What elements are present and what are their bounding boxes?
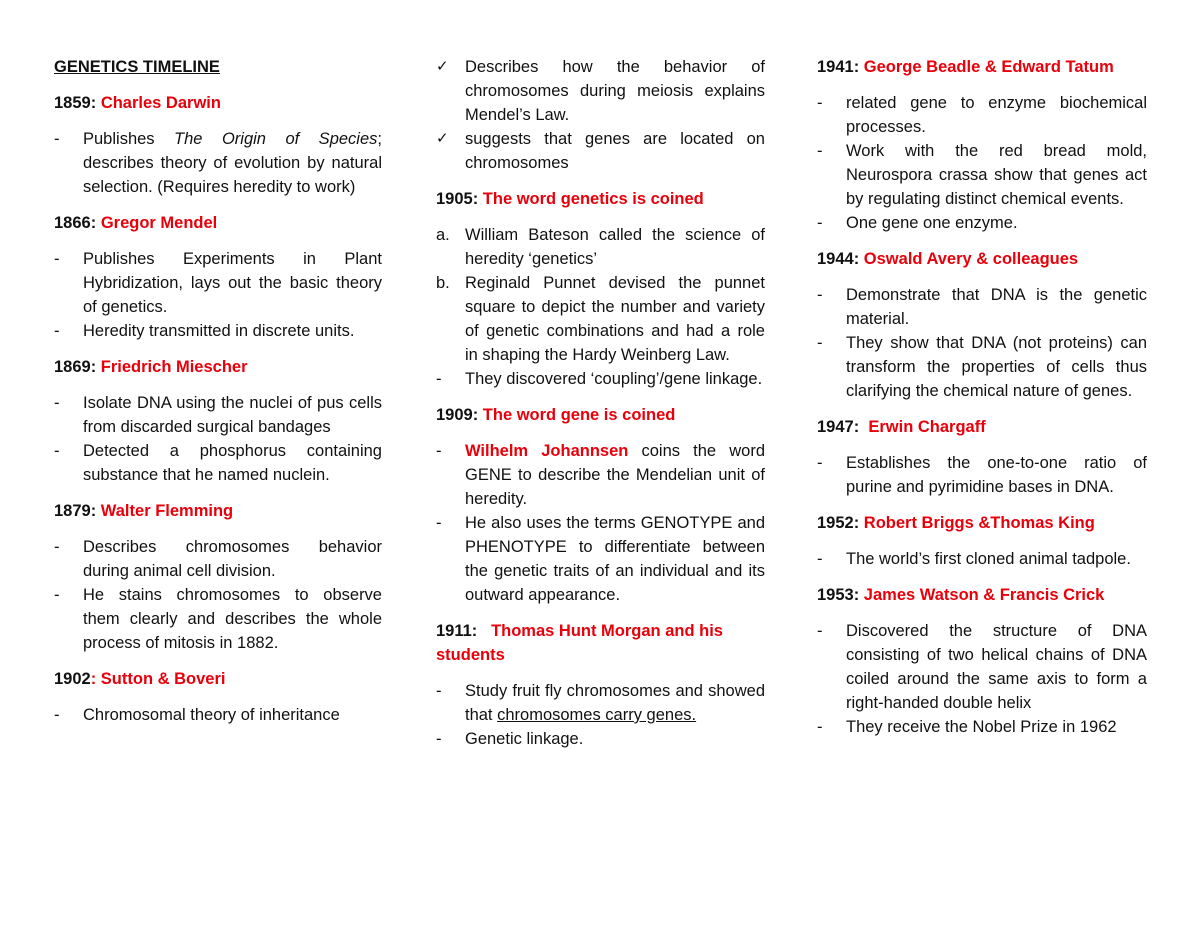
item-text: Heredity transmitted in discrete units. <box>83 322 355 340</box>
entry-list-1859 <box>54 127 382 199</box>
entry-year: 1902 <box>54 670 91 688</box>
entry-year: 1905: <box>436 190 479 208</box>
item-text: Describes how the behavior of chromosomes during meiosis explains Mendel’s Law. <box>465 58 765 124</box>
bullet-dash: - <box>817 214 823 232</box>
checklist <box>436 55 765 175</box>
entry-name: Friedrich Miescher <box>100 358 248 376</box>
item-text: He stains chromosomes to observe them clearly and describes the whole process of mitosis in 1882. <box>83 586 382 652</box>
bullet-dash: - <box>54 706 60 724</box>
bullet-dash: - <box>436 682 442 700</box>
item-text: suggests that genes are located on chromosomes <box>465 130 765 172</box>
item-text: Demonstrate that DNA is the genetic material. <box>846 286 1147 328</box>
bullet-dash: - <box>436 514 442 532</box>
entry-heading-1869 <box>54 355 382 379</box>
entry-heading-1944 <box>817 247 1147 271</box>
entry-name: : Sutton & Boveri <box>90 670 226 688</box>
list-item <box>54 439 382 487</box>
column-1 <box>54 55 382 739</box>
bullet-dash: - <box>817 718 823 736</box>
entry-year: 1952: <box>817 514 860 532</box>
item-text: related gene to enzyme biochemical processes. <box>846 94 1147 136</box>
item-text: Publishes Experiments in Plant Hybridization, lays out the basic theory of genetics. <box>83 250 382 316</box>
entry-list-1953 <box>817 619 1147 739</box>
column-3 <box>817 55 1147 751</box>
bullet-dash: - <box>54 322 60 340</box>
entry-name: Robert Briggs &Thomas King <box>863 514 1095 532</box>
entry-list-1941 <box>817 91 1147 235</box>
entry-year: 1911: <box>436 622 478 640</box>
bullet-dash: - <box>817 454 823 472</box>
entry-year: 1879: <box>54 502 97 520</box>
entry-year: 1869: <box>54 358 97 376</box>
list-item <box>54 319 382 343</box>
entry-name: Gregor Mendel <box>100 214 218 232</box>
entry-list-1947 <box>817 451 1147 499</box>
entry-heading-1879 <box>54 499 382 523</box>
list-item <box>54 391 382 439</box>
item-text-cont: ; describes theory of evolution by natural selection. (Requires heredity to work) <box>83 130 382 196</box>
bullet-dash: - <box>54 394 60 412</box>
list-item <box>817 91 1147 139</box>
entry-year: 1941: <box>817 58 860 76</box>
list-item <box>436 511 765 607</box>
list-item <box>436 439 765 511</box>
item-text: Describes chromosomes behavior during animal cell division. <box>83 538 382 580</box>
item-text: coins the word GENE to describe the Mendelian unit of heredity. <box>465 442 765 508</box>
entry-name: The word gene is coined <box>482 406 676 424</box>
bullet-dash: - <box>436 442 442 460</box>
bullet-dash: - <box>436 730 442 748</box>
item-text: Reginald Punnet devised the punnet square to depict the number and variety of genetic combinations and had a role in shaping the Hardy Weinberg Law. <box>465 274 765 364</box>
list-item <box>54 703 382 727</box>
bullet-dash: - <box>817 334 823 352</box>
item-text: Detected a phosphorus containing substance that he named nuclein. <box>83 442 382 484</box>
item-underlined-text: chromosomes carry genes. <box>497 706 697 724</box>
entry-year: 1953: <box>817 586 860 604</box>
item-text: Establishes the one-to-one ratio of purine and pyrimidine bases in DNA. <box>846 454 1147 496</box>
entry-list-1909 <box>436 439 765 607</box>
list-item <box>817 451 1147 499</box>
list-item <box>817 211 1147 235</box>
entry-year: 1866 <box>54 214 91 232</box>
bullet-dash: - <box>436 370 442 388</box>
item-text: Work with the red bread mold, Neurospora crassa show that genes act by regulating distinct chemical events. <box>846 142 1147 208</box>
list-item <box>436 727 765 751</box>
entry-heading-1866 <box>54 211 382 235</box>
list-letter: a. <box>436 226 450 244</box>
column-2 <box>436 55 765 763</box>
entry-heading-1902 <box>54 667 382 691</box>
entry-year: 1947: <box>817 418 860 436</box>
item-text: They receive the Nobel Prize in 1962 <box>846 718 1117 736</box>
entry-year: 1859 <box>54 94 91 112</box>
entry-name: The word genetics is coined <box>482 190 704 208</box>
bullet-dash: - <box>54 442 60 460</box>
item-text: The world’s first cloned animal tadpole. <box>846 550 1131 568</box>
list-item <box>817 331 1147 403</box>
entry-list-1866 <box>54 247 382 343</box>
item-text: One gene one enzyme. <box>846 214 1018 232</box>
item-person-name: Wilhelm Johannsen <box>465 442 629 460</box>
bullet-dash: - <box>817 142 823 160</box>
item-italic-title: The Origin of Species <box>174 130 378 148</box>
item-text: He also uses the terms GENOTYPE and PHENOTYPE to differentiate between the genetic traits of an individual and its outward appearance. <box>465 514 765 604</box>
bullet-dash: - <box>54 586 60 604</box>
item-text: Isolate DNA using the nuclei of pus cells from discarded surgical bandages <box>83 394 382 436</box>
entry-list-1902 <box>54 703 382 727</box>
list-item <box>436 367 765 391</box>
entry-heading-1911 <box>436 619 765 667</box>
list-item <box>817 547 1147 571</box>
item-text: Chromosomal theory of inheritance <box>83 706 340 724</box>
list-item <box>54 127 382 199</box>
entry-year: 1909: <box>436 406 479 424</box>
entry-name: Thomas Hunt Morgan and his students <box>436 622 723 664</box>
entry-list-1911 <box>436 679 765 751</box>
item-text: Discovered the structure of DNA consisting of two helical chains of DNA coiled around the same axis to form a right-handed double helix <box>846 622 1147 712</box>
item-text: They show that DNA (not proteins) can transform the properties of cells thus clarifying the chemical nature of genes. <box>846 334 1147 400</box>
entry-heading-1859 <box>54 91 382 115</box>
bullet-dash: - <box>817 94 823 112</box>
item-text: Publishes <box>83 130 175 148</box>
checkmark-icon: ✓ <box>436 58 449 75</box>
bullet-dash: - <box>54 538 60 556</box>
entry-heading-1909 <box>436 403 765 427</box>
bullet-dash: - <box>817 286 823 304</box>
list-item <box>54 247 382 319</box>
entry-name: George Beadle & Edward Tatum <box>863 58 1114 76</box>
checklist-item <box>436 127 765 175</box>
item-text: Study fruit fly chromosomes and showed that <box>465 682 765 724</box>
entry-list-1905 <box>436 223 765 391</box>
list-item <box>436 679 765 727</box>
list-item <box>436 271 765 367</box>
item-text: Genetic linkage. <box>465 730 584 748</box>
entry-year: 1944: <box>817 250 860 268</box>
list-item <box>817 139 1147 211</box>
item-text: They discovered ‘coupling’/gene linkage. <box>465 370 763 388</box>
entry-heading-1941 <box>817 55 1147 79</box>
entry-heading-1952 <box>817 511 1147 535</box>
item-text: William Bateson called the science of heredity ‘genetics’ <box>465 226 765 268</box>
list-item <box>54 583 382 655</box>
entry-name: Walter Flemming <box>100 502 234 520</box>
entry-sep: : <box>90 94 101 112</box>
bullet-dash: - <box>817 622 823 640</box>
entry-heading-1953 <box>817 583 1147 607</box>
entry-list-1869 <box>54 391 382 487</box>
list-letter: b. <box>436 274 450 292</box>
bullet-dash: - <box>817 550 823 568</box>
entry-heading-1947 <box>817 415 1147 439</box>
bullet-dash: - <box>54 250 60 268</box>
entry-heading-1905 <box>436 187 765 211</box>
entry-list-1944 <box>817 283 1147 403</box>
checkmark-icon: ✓ <box>436 130 449 147</box>
entry-name: Charles Darwin <box>100 94 221 112</box>
list-item <box>817 283 1147 331</box>
list-item <box>54 535 382 583</box>
entry-name: James Watson & Francis Crick <box>863 586 1105 604</box>
list-item <box>817 715 1147 739</box>
page-title: GENETICS TIMELINE <box>54 58 220 76</box>
entry-sep: : <box>90 214 101 232</box>
entry-name: Erwin Chargaff <box>868 418 986 436</box>
entry-list-1952 <box>817 547 1147 571</box>
entry-name: Oswald Avery & colleagues <box>863 250 1079 268</box>
list-item <box>436 223 765 271</box>
checklist-item <box>436 55 765 127</box>
bullet-dash: - <box>54 130 60 148</box>
list-item <box>817 619 1147 715</box>
entry-list-1879 <box>54 535 382 655</box>
